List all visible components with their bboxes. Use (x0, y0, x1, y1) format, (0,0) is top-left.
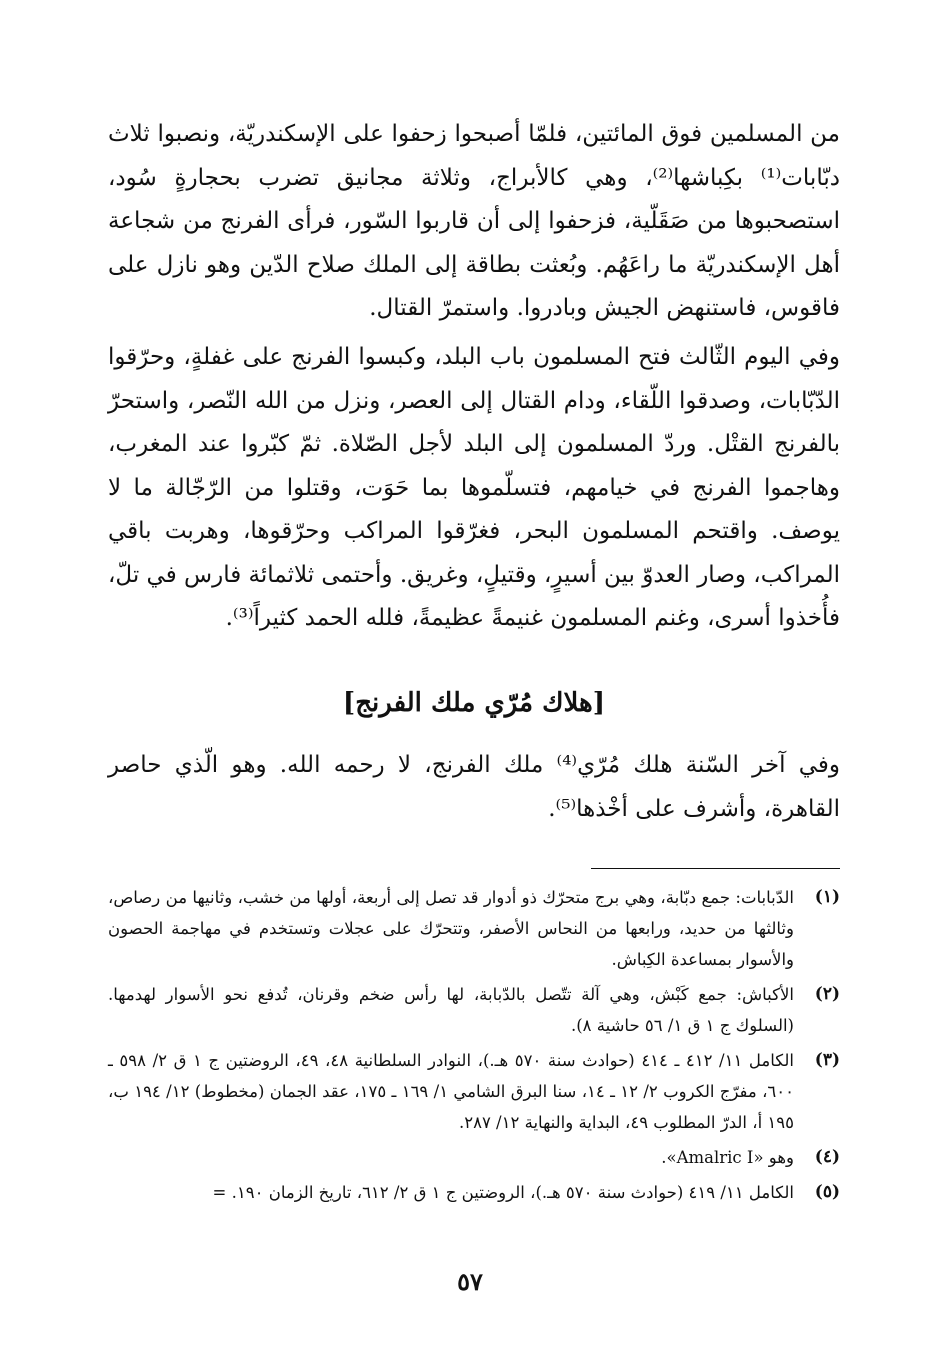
footnote-text: الكامل ١١/ ٤١٩ (حوادث سنة ٥٧٠ هـ.)، الروضتين ج ١ ق ٢/ ٦١٢، تاريخ الزمان ١٩٠. = (212, 1183, 794, 1202)
footnote-number: (٤) (814, 1147, 840, 1167)
footnote-separator (591, 868, 840, 869)
footnote-number: (١) (814, 887, 840, 907)
footnote-number: (٢) (814, 984, 840, 1004)
footnote-text: الكامل ١١/ ٤١٢ ـ ٤١٤ (حوادث سنة ٥٧٠ هـ.)، النوادر السلطانية ٤٨، ٤٩، الروضتين ج ١ ق ٢/ ٥٩٨ ـ ٦٠٠، مفرّج الكروب ٢/ ١٢ ـ ١٤، سنا البرق الشامي ١/ ١٦٩ ـ ١٧٥، عقد الجمان (مخطوط) ١٢/ ١٩٤ ب، ١٩٥ أ، الدرّ المطلوب ٤٩، البداية والنهاية ١٢/ ٢٨٧. (108, 1051, 795, 1132)
paragraph-alexandria-siege: من المسلمين فوق المائتين، فلمّا أصبحوا زحفوا على الإسكندريّة، ونصبوا ثلاث دبّابات⁽¹⁾ بكِباشها⁽²⁾، وهي كالأبراج، وثلاثة مجانيق تضرب بحجارةٍ سُود، استصحبوها من صَقَلّية، فزحفوا إلى أن قاربوا السّور، فرأى الفرنج من شجاعة أهل الإسكندريّة ما راعَهُم. وبُعثت بطاقة إلى الملك صلاح الدّين وهو نازل على فاقوس، فاستنهض الجيش وبادروا. واستمرّ القتال. (108, 121, 840, 321)
footnote-number: (٥) (814, 1182, 840, 1202)
page-number: ٥٧ (457, 1267, 483, 1296)
footnote (108, 1045, 840, 1138)
footnote (108, 882, 840, 975)
footnote-text: الدّبابات: جمع دبّابة، وهي برج متحرّك ذو أدوار قد تصل إلى أربعة، أولها من خشب، وثانيها من رصاص، وثالثها من حديد، ورابعها من النحاس الأصفر، وتتحرّك على عجلات وتستخدم في مهاجمة الحصون والأسوار بمساعدة الكِباش. (108, 888, 794, 969)
footnote (108, 979, 840, 1041)
footnote (108, 1177, 840, 1208)
paragraph-death-of-amalric: وفي آخر السّنة هلك مُرّي⁽⁴⁾ ملك الفرنج، لا رحمه الله. وهو الّذي حاصر القاهرة، وأشرف على أخْذها⁽⁵⁾. (108, 752, 840, 822)
footnote (108, 1142, 840, 1173)
footnote-text: الأكباش: جمع كَبْش، وهي آلة تتّصل بالدّبابة، لها رأس ضخم وقرنان، تُدفع نحو الأسوار لهدمها. (السلوك ج ١ ق ١/ ٥٦ حاشية ٨). (108, 985, 794, 1035)
footnote-text: وهو «Amalric I». (661, 1148, 794, 1167)
footnotes (108, 882, 840, 1212)
section-heading: [هلاك مُرّي ملك الفرنج] (342, 688, 606, 718)
paragraph-third-day-battle: وفي اليوم الثّالث فتح المسلمون باب البلد، وكبسوا الفرنج على غفلةٍ، وحرّقوا الدّبّابات، وصدقوا اللّقاء، ودام القتال إلى العصر، ونزل من الله النّصر، واستحرّ بالفرنج القتْل. وردّ المسلمون إلى البلد لأجل الصّلاة. ثمّ كبّروا عند المغرب، وهاجموا الفرنج في خيامهم، فتسلّموها بما حَوَت، وقتلوا من الرّجّالة ما لا يوصف. واقتحم المسلمون البحر، فغرّقوا المراكب وحرّقوها، وهربت باقي المراكب، وصار العدوّ بين أسيرٍ، وقتيلٍ، وغريق. وأحتمى ثلاثمائة فارس في تلّ، فأُخذوا أسرى، وغنم المسلمون غنيمةً عظيمةً، فلله الحمد كثيراً⁽³⁾. (108, 344, 840, 631)
footnote-number: (٣) (814, 1050, 840, 1070)
